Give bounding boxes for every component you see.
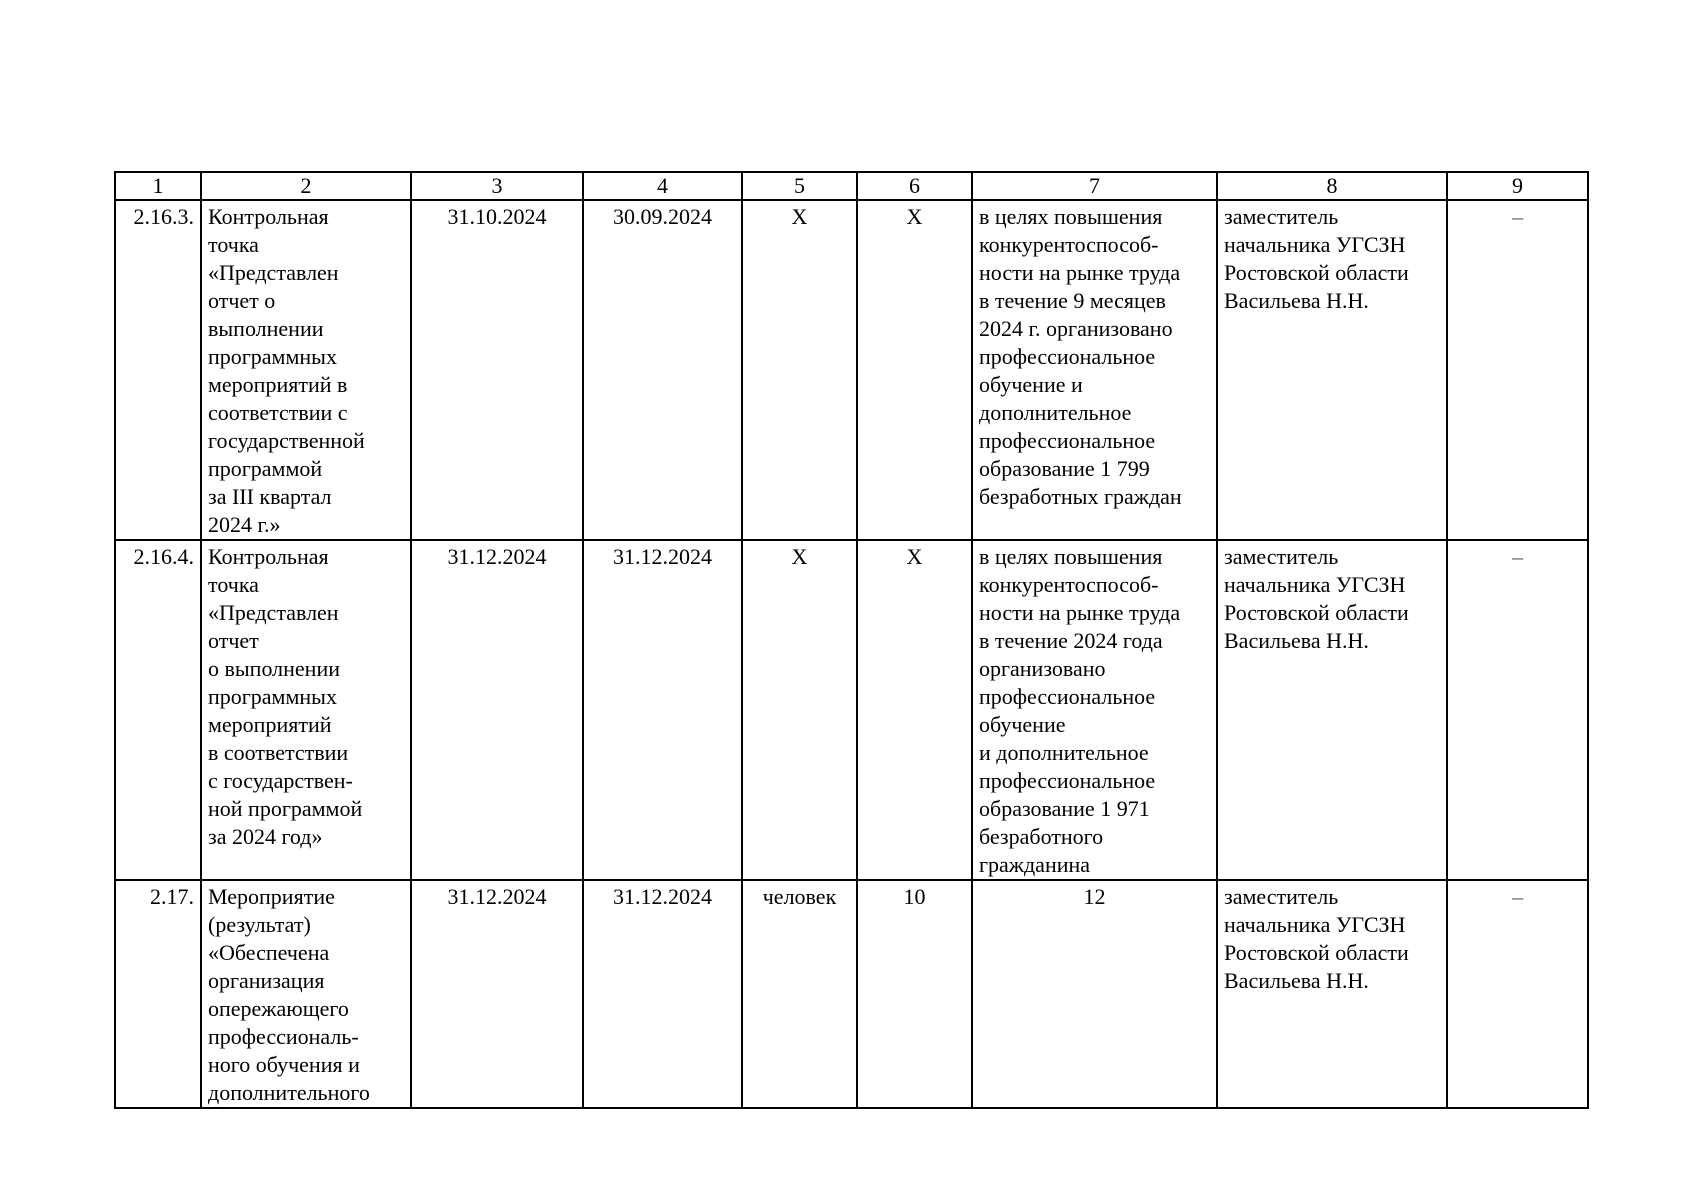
- unit: человек: [742, 880, 857, 1108]
- row-number: 2.16.4.: [115, 540, 201, 880]
- row-number: 2.16.3.: [115, 200, 201, 540]
- note: –: [1447, 200, 1588, 540]
- note: –: [1447, 540, 1588, 880]
- unit: Х: [742, 200, 857, 540]
- column-number: 3: [411, 172, 583, 200]
- document-table: [114, 171, 1589, 1109]
- row-number: 2.17.: [115, 880, 201, 1108]
- planned-value: Х: [857, 540, 972, 880]
- responsible-person: заместитель начальника УГСЗН Ростовской области Васильева Н.Н.: [1217, 200, 1447, 540]
- planned-date: 31.12.2024: [411, 880, 583, 1108]
- column-number-row: [115, 172, 1588, 200]
- planned-value: 10: [857, 880, 972, 1108]
- actual-date: 31.12.2024: [583, 880, 742, 1108]
- planned-date: 31.12.2024: [411, 540, 583, 880]
- event-name: Контрольная точка «Представлен отчет о выполнении программных мероприятий в соответствии с государствен- ной программой за 2024 год»: [201, 540, 411, 880]
- event-name: Мероприятие (результат) «Обеспечена организация опережающего профессиональ- ного обучения и дополнительного: [201, 880, 411, 1108]
- result-text: 12: [972, 880, 1217, 1108]
- column-number: 2: [201, 172, 411, 200]
- responsible-person: заместитель начальника УГСЗН Ростовской области Васильева Н.Н.: [1217, 540, 1447, 880]
- column-number: 7: [972, 172, 1217, 200]
- actual-date: 30.09.2024: [583, 200, 742, 540]
- planned-value: Х: [857, 200, 972, 540]
- table-row: [115, 880, 1588, 1108]
- table-row: [115, 200, 1588, 540]
- actual-date: 31.12.2024: [583, 540, 742, 880]
- unit: Х: [742, 540, 857, 880]
- column-number: 9: [1447, 172, 1588, 200]
- note: –: [1447, 880, 1588, 1108]
- event-name: Контрольная точка «Представлен отчет о выполнении программных мероприятий в соответствии с государственной программой за III квартал 2024 г.»: [201, 200, 411, 540]
- column-number: 6: [857, 172, 972, 200]
- column-number: 8: [1217, 172, 1447, 200]
- column-number: 4: [583, 172, 742, 200]
- column-number: 5: [742, 172, 857, 200]
- result-text: в целях повышения конкурентоспособ- ности на рынке труда в течение 9 месяцев 2024 г. организовано профессиональное обучение и дополнительное профессиональное образование 1 799 безработных граждан: [972, 200, 1217, 540]
- planned-date: 31.10.2024: [411, 200, 583, 540]
- table-row: [115, 540, 1588, 880]
- column-number: 1: [115, 172, 201, 200]
- result-text: в целях повышения конкурентоспособ- ности на рынке труда в течение 2024 года организовано профессиональное обучение и дополнительное профессиональное образование 1 971 безработного гражданина: [972, 540, 1217, 880]
- responsible-person: заместитель начальника УГСЗН Ростовской области Васильева Н.Н.: [1217, 880, 1447, 1108]
